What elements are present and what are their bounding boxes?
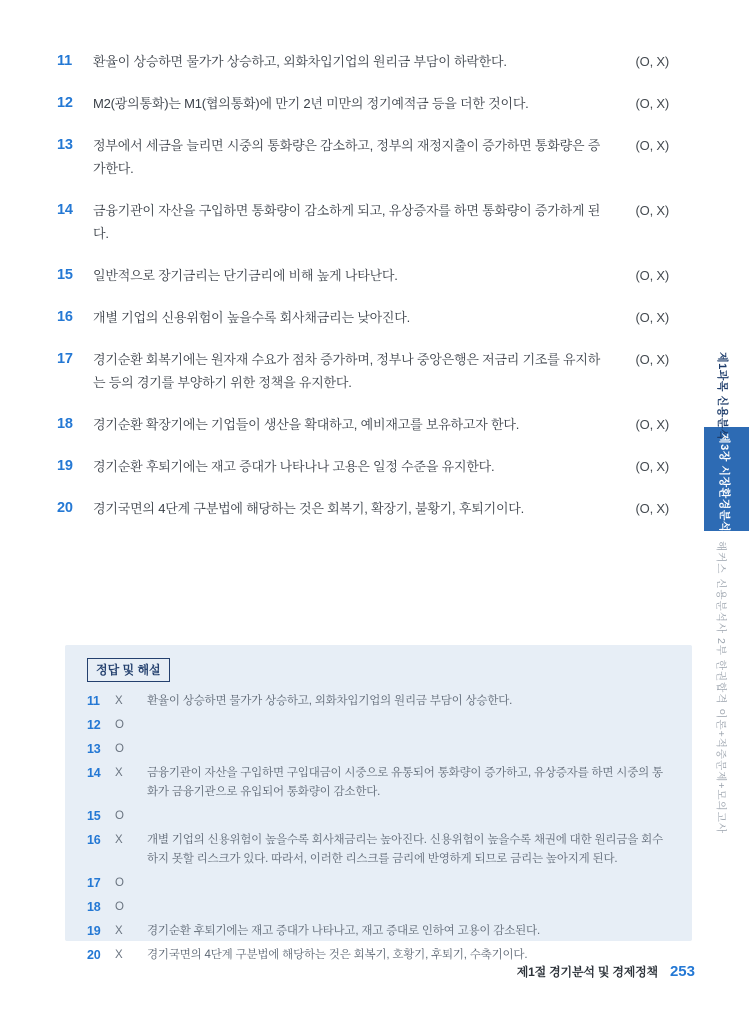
sidebar-part-label: 제1과목 신용분석 [716,352,728,441]
answer-number: 15 [87,809,101,823]
question-list [57,50,669,539]
footer-page-number: 253 [669,963,695,980]
question-text: 정부에서 세금을 늘리면 시중의 통화량은 감소하고, 정부의 재정지출이 증가하면 통화량은 증가한다. [93,138,601,176]
answer-row [87,716,670,735]
question-number: 15 [57,267,73,283]
question-text: 경기순환 확장기에는 기업들이 생산을 확대하고, 예비재고를 보유하고자 한다. [93,417,520,432]
answer-explanation: 개별 기업의 신용위험이 높을수록 회사채금리는 높아진다. 신용위험이 높을수록 채권에 대한 원리금을 회수하지 못할 리스크가 있다. 따라서, 이러한 리스크를 금리에 반영하게 되므로 금리는 높아지게 된다. [147,834,663,865]
question-number: 20 [57,500,73,516]
answer-number: 18 [87,900,101,914]
answer-number: 11 [87,694,100,708]
question-number: 13 [57,137,73,153]
question-number: 14 [57,202,73,218]
answer-panel-header: 정답 및 해설 [87,658,170,682]
question-number: 11 [57,53,72,69]
answer-mark: O [115,743,124,755]
question-options: (O, X) [635,268,669,283]
question-text: M2(광의통화)는 M1(협의통화)에 만기 2년 미만의 정기예적금 등을 더한 것이다. [93,96,529,111]
question-options: (O, X) [635,96,669,111]
answer-number: 20 [87,948,101,962]
question-number: 19 [57,458,73,474]
answer-number: 12 [87,718,101,732]
question-row [57,92,669,115]
answer-number: 19 [87,924,101,938]
question-options: (O, X) [635,54,669,69]
answer-mark: X [115,834,123,846]
page-footer [517,963,695,980]
question-row [57,134,669,180]
answer-mark: X [115,695,123,707]
question-row [57,50,669,73]
question-row [57,306,669,329]
sidebar-chapter-tab: 제3장 시장환경분석 [718,433,730,533]
question-number: 18 [57,416,73,432]
question-options: (O, X) [635,203,669,218]
question-text: 경기순환 회복기에는 원자재 수요가 점차 증가하며, 정부나 중앙은행은 저금리 기조를 유지하는 등의 경기를 부양하기 위한 정책을 유지한다. [93,352,601,390]
question-options: (O, X) [635,138,669,153]
answer-row [87,898,670,917]
question-row [57,497,669,520]
question-row [57,264,669,287]
answer-number: 14 [87,766,101,780]
question-text: 경기국면의 4단계 구분법에 해당하는 것은 회복기, 확장기, 불황기, 후퇴기이다. [93,501,525,516]
question-options: (O, X) [635,310,669,325]
answer-row [87,807,670,826]
question-number: 12 [57,95,73,111]
answer-row [87,692,670,711]
answer-number: 16 [87,833,101,847]
question-row [57,199,669,245]
answer-number: 17 [87,876,101,890]
question-number: 16 [57,309,73,325]
question-text: 경기순환 후퇴기에는 재고 증대가 나타나나 고용은 일정 수준을 유지한다. [93,459,495,474]
answer-panel [65,645,692,962]
answer-row [87,922,670,941]
answer-mark: X [115,949,123,961]
answer-explanation: 금융기관이 자산을 구입하면 구입대금이 시중으로 유통되어 통화량이 증가하고, 유상증자를 하면 시중의 통화가 금융기관으로 유입되어 통화량이 감소한다. [147,767,663,798]
question-row [57,413,669,436]
answer-row [87,831,670,869]
footer-section-title: 제1절 경기분석 및 경제정책 [516,965,658,979]
question-number: 17 [57,351,73,367]
question-row [57,455,669,478]
answer-mark: O [115,877,124,889]
answer-explanation: 경기국면의 4단계 구분법에 해당하는 것은 회복기, 호황기, 후퇴기, 수축기이다. [147,949,528,961]
answer-list [87,692,670,965]
answer-row [87,764,670,802]
question-text: 개별 기업의 신용위험이 높을수록 회사채금리는 낮아진다. [93,310,411,325]
answer-mark: O [115,719,124,731]
question-row [57,348,669,394]
answer-row [87,740,670,759]
answer-explanation: 환율이 상승하면 물가가 상승하고, 외화차입기업의 원리금 부담이 상승한다. [147,695,513,707]
answer-mark: X [115,767,123,779]
answer-row [87,874,670,893]
question-text: 환율이 상승하면 물가가 상승하고, 외화차입기업의 원리금 부담이 하락한다. [93,54,507,69]
question-options: (O, X) [635,459,669,474]
question-options: (O, X) [635,417,669,432]
answer-mark: O [115,901,124,913]
question-text: 일반적으로 장기금리는 단기금리에 비해 높게 나타난다. [93,268,398,283]
answer-mark: X [115,925,123,937]
answer-number: 13 [87,742,101,756]
answer-mark: O [115,810,124,822]
sidebar-book-title: 해커스 신용분석사 2부 한권합격 이론+적중문제+모의고사 [715,541,727,835]
question-options: (O, X) [635,501,669,516]
question-options: (O, X) [635,352,669,367]
answer-explanation: 경기순환 후퇴기에는 재고 증대가 나타나고, 재고 증대로 인하여 고용이 감소된다. [147,925,540,937]
question-text: 금융기관이 자산을 구입하면 통화량이 감소하게 되고, 유상증자를 하면 통화량이 증가하게 된다. [93,203,601,241]
